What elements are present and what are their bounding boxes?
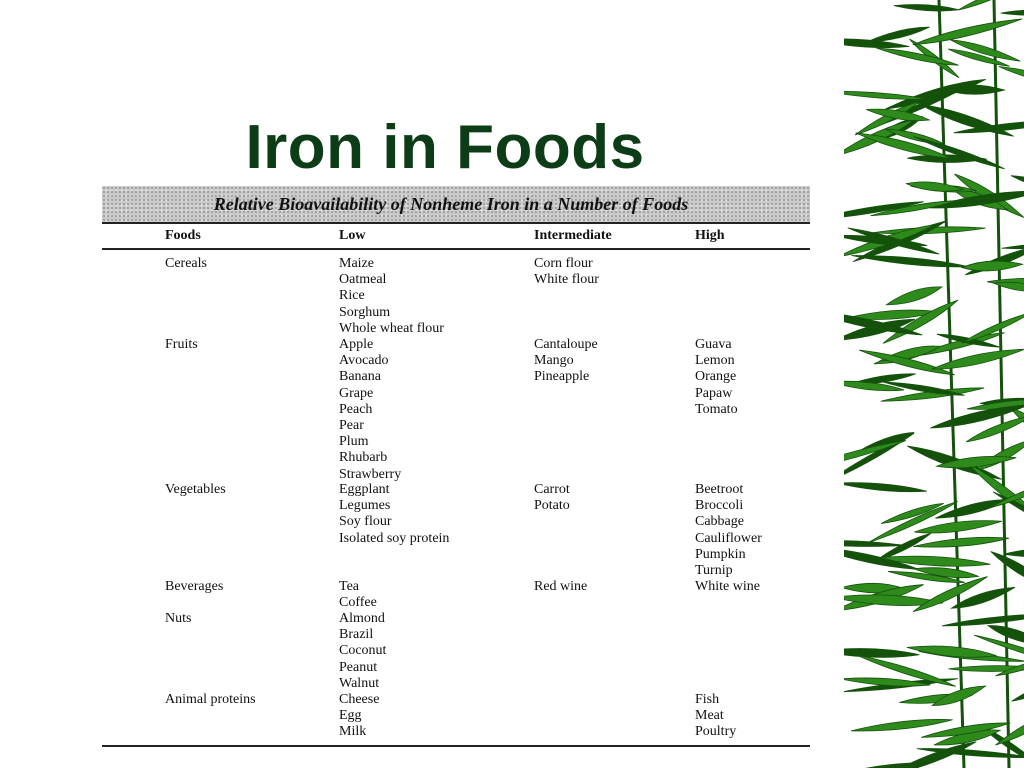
food-item: Peanut — [339, 659, 378, 675]
food-item: Strawberry — [339, 466, 402, 482]
food-item: Apple — [339, 337, 374, 352]
column-header-high: High — [695, 228, 725, 243]
food-item: Cheese — [339, 692, 380, 707]
food-item: Orange — [695, 369, 737, 385]
food-item: Almond — [339, 611, 385, 626]
food-item: Red wine — [534, 579, 588, 594]
food-item: Tomato — [695, 401, 738, 417]
food-item: Poultry — [695, 724, 737, 740]
intermediate-bioavailability-list — [534, 256, 599, 288]
column-header-low: Low — [339, 228, 366, 243]
food-item: Cabbage — [695, 514, 744, 530]
food-item: Guava — [695, 337, 732, 352]
food-item: Corn flour — [534, 256, 593, 271]
column-header-intermediate: Intermediate — [534, 228, 612, 243]
food-item: Avocado — [339, 353, 389, 369]
bamboo-stalk — [994, 0, 1009, 768]
food-category: Fruits — [165, 337, 198, 352]
food-category: Animal proteins — [165, 692, 256, 707]
high-bioavailability-list — [695, 482, 762, 579]
low-bioavailability-list — [339, 337, 401, 483]
leaf-shape — [1001, 9, 1024, 16]
low-bioavailability-list — [339, 692, 379, 741]
leaf-shape — [885, 282, 944, 309]
food-category: Vegetables — [165, 482, 226, 497]
table-header-rule — [102, 248, 810, 250]
leaf-shape — [920, 100, 1016, 140]
leaf-shape — [851, 716, 953, 734]
food-item: Cantaloupe — [534, 337, 598, 352]
food-item: Milk — [339, 724, 367, 740]
leaf-shape — [875, 45, 959, 68]
food-item: Grape — [339, 385, 374, 401]
food-item: Mango — [534, 353, 574, 369]
intermediate-bioavailability-list — [534, 579, 587, 595]
food-item: Eggplant — [339, 482, 390, 497]
intermediate-bioavailability-list — [534, 482, 570, 514]
food-item: Tea — [339, 579, 360, 594]
food-item: Coffee — [339, 595, 377, 611]
low-bioavailability-list — [339, 579, 377, 611]
food-category: Cereals — [165, 256, 207, 271]
column-header-foods: Foods — [165, 228, 201, 243]
leaf-shape — [942, 611, 1024, 629]
leaf-shape — [866, 499, 959, 546]
food-item: Potato — [534, 498, 570, 514]
bamboo-leaves-decoration — [844, 0, 1024, 768]
food-item: White flour — [534, 272, 599, 288]
food-item: Rice — [339, 288, 365, 304]
low-bioavailability-list — [339, 611, 386, 692]
high-bioavailability-list — [695, 692, 736, 741]
high-bioavailability-list — [695, 337, 738, 418]
table-top-rule — [102, 222, 810, 224]
food-item: Peach — [339, 401, 373, 417]
food-item: Pear — [339, 418, 364, 434]
food-item: Cauliflower — [695, 530, 762, 546]
food-item: Plum — [339, 434, 369, 450]
food-item: Papaw — [695, 385, 733, 401]
food-item: Soy flour — [339, 514, 392, 530]
leaf-shape — [844, 431, 916, 486]
table-bottom-rule — [102, 745, 810, 747]
food-item: Pumpkin — [695, 546, 746, 562]
food-item: White wine — [695, 579, 760, 594]
food-item: Rhubarb — [339, 450, 388, 466]
food-category: Nuts — [165, 611, 192, 626]
food-item: Legumes — [339, 498, 391, 514]
leaf-shape — [914, 517, 1003, 537]
food-item: Lemon — [695, 353, 735, 369]
food-item: Brazil — [339, 627, 374, 643]
food-item: Egg — [339, 708, 362, 724]
leaf-shape — [998, 63, 1024, 93]
leaf-shape — [844, 647, 920, 659]
leaf-shape — [844, 480, 927, 495]
food-item: Sorghum — [339, 304, 391, 320]
leaf-shape — [961, 309, 1024, 346]
leaf-shape — [1003, 545, 1024, 559]
leaf-shape — [913, 534, 1009, 550]
slide-title: Iron in Foods — [245, 113, 645, 182]
table-caption: Relative Bioavailability of Nonheme Iron in a Number of Foods — [213, 193, 689, 214]
intermediate-bioavailability-list — [534, 337, 598, 386]
food-item: Whole wheat flour — [339, 320, 444, 336]
food-item: Carrot — [534, 482, 570, 497]
food-item: Meat — [695, 708, 724, 724]
food-item: Beetroot — [695, 482, 744, 497]
food-item: Fish — [695, 692, 720, 707]
high-bioavailability-list — [695, 579, 760, 595]
food-item: Maize — [339, 256, 374, 271]
leaf-shape — [844, 89, 928, 102]
food-category: Beverages — [165, 579, 224, 594]
food-item: Pineapple — [534, 369, 590, 385]
food-item: Coconut — [339, 643, 387, 659]
food-item: Turnip — [695, 563, 733, 579]
leaf-shape — [975, 436, 1024, 474]
low-bioavailability-list — [339, 256, 444, 337]
food-item: Oatmeal — [339, 272, 387, 288]
food-item: Walnut — [339, 675, 380, 691]
food-item: Banana — [339, 369, 381, 385]
table-caption-banner — [102, 186, 810, 222]
food-item: Isolated soy protein — [339, 530, 450, 546]
leaf-shape — [962, 259, 1023, 272]
leaf-shape — [957, 0, 1024, 13]
leaf-shape — [1001, 239, 1024, 251]
leaf-shape — [894, 3, 960, 13]
low-bioavailability-list — [339, 482, 449, 547]
food-item: Broccoli — [695, 498, 744, 514]
